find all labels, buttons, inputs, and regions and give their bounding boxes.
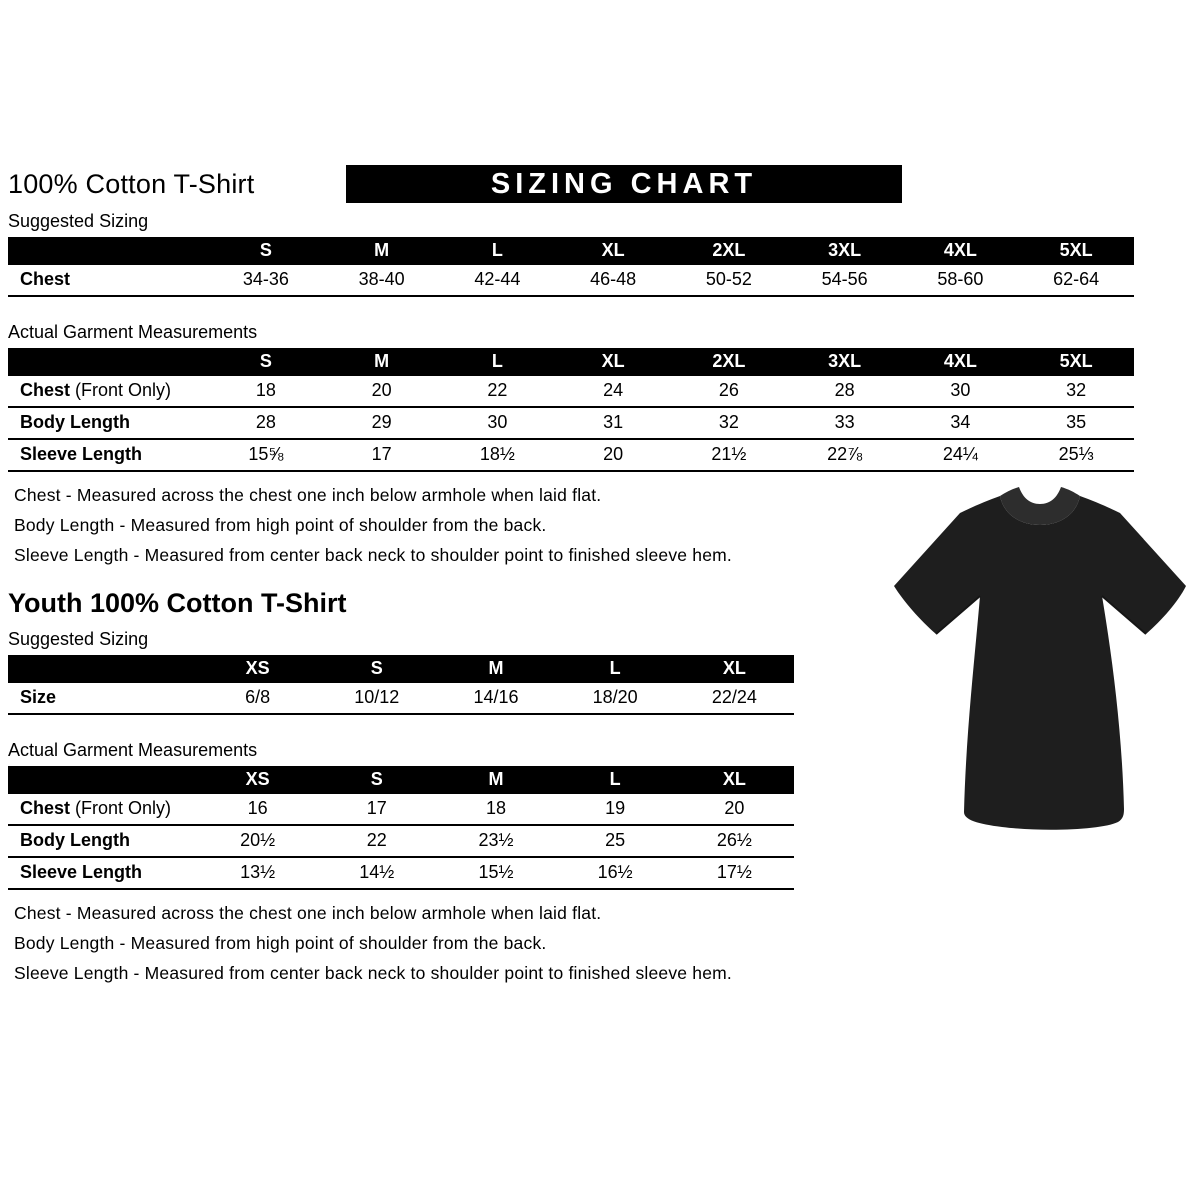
youth-measurement-notes — [8, 903, 1200, 984]
measurement-cell: 26 — [671, 376, 787, 407]
measurement-cell: 62-64 — [1018, 265, 1134, 296]
size-column-header: XL — [555, 237, 671, 265]
size-column-header: M — [436, 655, 555, 683]
measurement-cell: 34 — [903, 407, 1019, 439]
measurement-cell: 24 — [555, 376, 671, 407]
size-column-header: S — [208, 348, 324, 376]
note-chest: Chest - Measured across the chest one inch below armhole when laid flat. — [14, 485, 602, 505]
table-header-row — [8, 766, 794, 794]
measurement-cell: 22/24 — [675, 683, 794, 714]
table-row — [8, 683, 794, 714]
youth-suggested-sizing-table — [8, 655, 794, 715]
size-column-header: XL — [675, 766, 794, 794]
measurement-cell: 29 — [324, 407, 440, 439]
size-column-header: M — [324, 237, 440, 265]
note-chest: Chest - Measured across the chest one inch below armhole when laid flat. — [14, 903, 602, 923]
measurement-cell: 32 — [1018, 376, 1134, 407]
row-label-header — [8, 655, 198, 683]
adult-actual-measurements-label: Actual Garment Measurements — [8, 322, 258, 342]
row-label: Sleeve Length — [8, 439, 208, 471]
measurement-cell: 19 — [556, 794, 675, 825]
row-label-header — [8, 237, 208, 265]
measurement-cell: 13½ — [198, 857, 317, 889]
size-column-header: S — [208, 237, 324, 265]
measurement-cell: 30 — [903, 376, 1019, 407]
youth-section-title: Youth 100% Cotton T-Shirt — [8, 588, 347, 618]
youth-actual-measurements-table — [8, 766, 794, 890]
size-column-header: M — [324, 348, 440, 376]
table-row — [8, 376, 1134, 407]
note-sleeve-length: Sleeve Length - Measured from center back neck to shoulder point to finished sleeve hem. — [14, 963, 732, 983]
size-column-header: 3XL — [787, 348, 903, 376]
measurement-cell: 31 — [555, 407, 671, 439]
measurement-cell: 18 — [436, 794, 555, 825]
row-label: Body Length — [8, 407, 208, 439]
row-label: Size — [8, 683, 198, 714]
measurement-cell: 6/8 — [198, 683, 317, 714]
measurement-cell: 50-52 — [671, 265, 787, 296]
adult-suggested-sizing-table — [8, 237, 1134, 297]
measurement-cell: 18 — [208, 376, 324, 407]
table-row — [8, 439, 1134, 471]
measurement-cell: 24¼ — [903, 439, 1019, 471]
row-label: Chest — [8, 265, 208, 296]
size-column-header: XL — [675, 655, 794, 683]
table-header-row — [8, 655, 794, 683]
measurement-cell: 14/16 — [436, 683, 555, 714]
size-column-header: 4XL — [903, 348, 1019, 376]
note-body-length: Body Length - Measured from high point of shoulder from the back. — [14, 515, 547, 535]
measurement-cell: 34-36 — [208, 265, 324, 296]
measurement-cell: 32 — [671, 407, 787, 439]
size-column-header: 3XL — [787, 237, 903, 265]
table-row — [8, 265, 1134, 296]
adult-measurement-notes — [8, 485, 1200, 566]
measurement-cell: 33 — [787, 407, 903, 439]
table-header-row — [8, 237, 1134, 265]
measurement-cell: 20 — [324, 376, 440, 407]
adult-suggested-sizing-label: Suggested Sizing — [8, 211, 149, 231]
size-column-header: S — [317, 655, 436, 683]
size-column-header: 2XL — [671, 237, 787, 265]
size-column-header: M — [436, 766, 555, 794]
size-column-header: L — [440, 348, 556, 376]
measurement-cell: 54-56 — [787, 265, 903, 296]
measurement-cell: 28 — [787, 376, 903, 407]
table-row — [8, 857, 794, 889]
measurement-cell: 18½ — [440, 439, 556, 471]
size-column-header: L — [556, 655, 675, 683]
note-sleeve-length: Sleeve Length - Measured from center back neck to shoulder point to finished sleeve hem. — [14, 545, 732, 565]
size-column-header: 4XL — [903, 237, 1019, 265]
measurement-cell: 20 — [675, 794, 794, 825]
measurement-cell: 20 — [555, 439, 671, 471]
size-column-header: L — [556, 766, 675, 794]
size-column-header: XL — [555, 348, 671, 376]
table-header-row — [8, 348, 1134, 376]
size-column-header: L — [440, 237, 556, 265]
measurement-cell: 25⅓ — [1018, 439, 1134, 471]
row-label-header — [8, 348, 208, 376]
row-label: Chest (Front Only) — [8, 794, 198, 825]
row-label: Sleeve Length — [8, 857, 198, 889]
measurement-cell: 26½ — [675, 825, 794, 857]
measurement-cell: 42-44 — [440, 265, 556, 296]
measurement-cell: 15½ — [436, 857, 555, 889]
header-row — [8, 164, 1200, 204]
measurement-cell: 23½ — [436, 825, 555, 857]
size-column-header: S — [317, 766, 436, 794]
table-row — [8, 407, 1134, 439]
measurement-cell: 46-48 — [555, 265, 671, 296]
measurement-cell: 16½ — [556, 857, 675, 889]
note-body-length: Body Length - Measured from high point of shoulder from the back. — [14, 933, 547, 953]
measurement-cell: 25 — [556, 825, 675, 857]
measurement-cell: 10/12 — [317, 683, 436, 714]
youth-actual-measurements-label: Actual Garment Measurements — [8, 740, 258, 760]
measurement-cell: 18/20 — [556, 683, 675, 714]
youth-suggested-sizing-label: Suggested Sizing — [8, 629, 149, 649]
measurement-cell: 17 — [317, 794, 436, 825]
sizing-chart-banner: SIZING CHART — [346, 165, 902, 203]
adult-actual-measurements-table — [8, 348, 1134, 472]
size-column-header: 5XL — [1018, 237, 1134, 265]
table-row — [8, 825, 794, 857]
row-label: Body Length — [8, 825, 198, 857]
measurement-cell: 17½ — [675, 857, 794, 889]
page-title: 100% Cotton T-Shirt — [8, 168, 255, 199]
measurement-cell: 17 — [324, 439, 440, 471]
measurement-cell: 38-40 — [324, 265, 440, 296]
measurement-cell: 58-60 — [903, 265, 1019, 296]
row-label-header — [8, 766, 198, 794]
measurement-cell: 22 — [317, 825, 436, 857]
measurement-cell: 35 — [1018, 407, 1134, 439]
size-column-header: XS — [198, 655, 317, 683]
measurement-cell: 21½ — [671, 439, 787, 471]
measurement-cell: 20½ — [198, 825, 317, 857]
measurement-cell: 22⅞ — [787, 439, 903, 471]
table-row — [8, 794, 794, 825]
size-column-header: 2XL — [671, 348, 787, 376]
size-column-header: XS — [198, 766, 317, 794]
size-column-header: 5XL — [1018, 348, 1134, 376]
row-label: Chest (Front Only) — [8, 376, 208, 407]
measurement-cell: 14½ — [317, 857, 436, 889]
measurement-cell: 22 — [440, 376, 556, 407]
measurement-cell: 16 — [198, 794, 317, 825]
measurement-cell: 30 — [440, 407, 556, 439]
measurement-cell: 28 — [208, 407, 324, 439]
measurement-cell: 15⅝ — [208, 439, 324, 471]
